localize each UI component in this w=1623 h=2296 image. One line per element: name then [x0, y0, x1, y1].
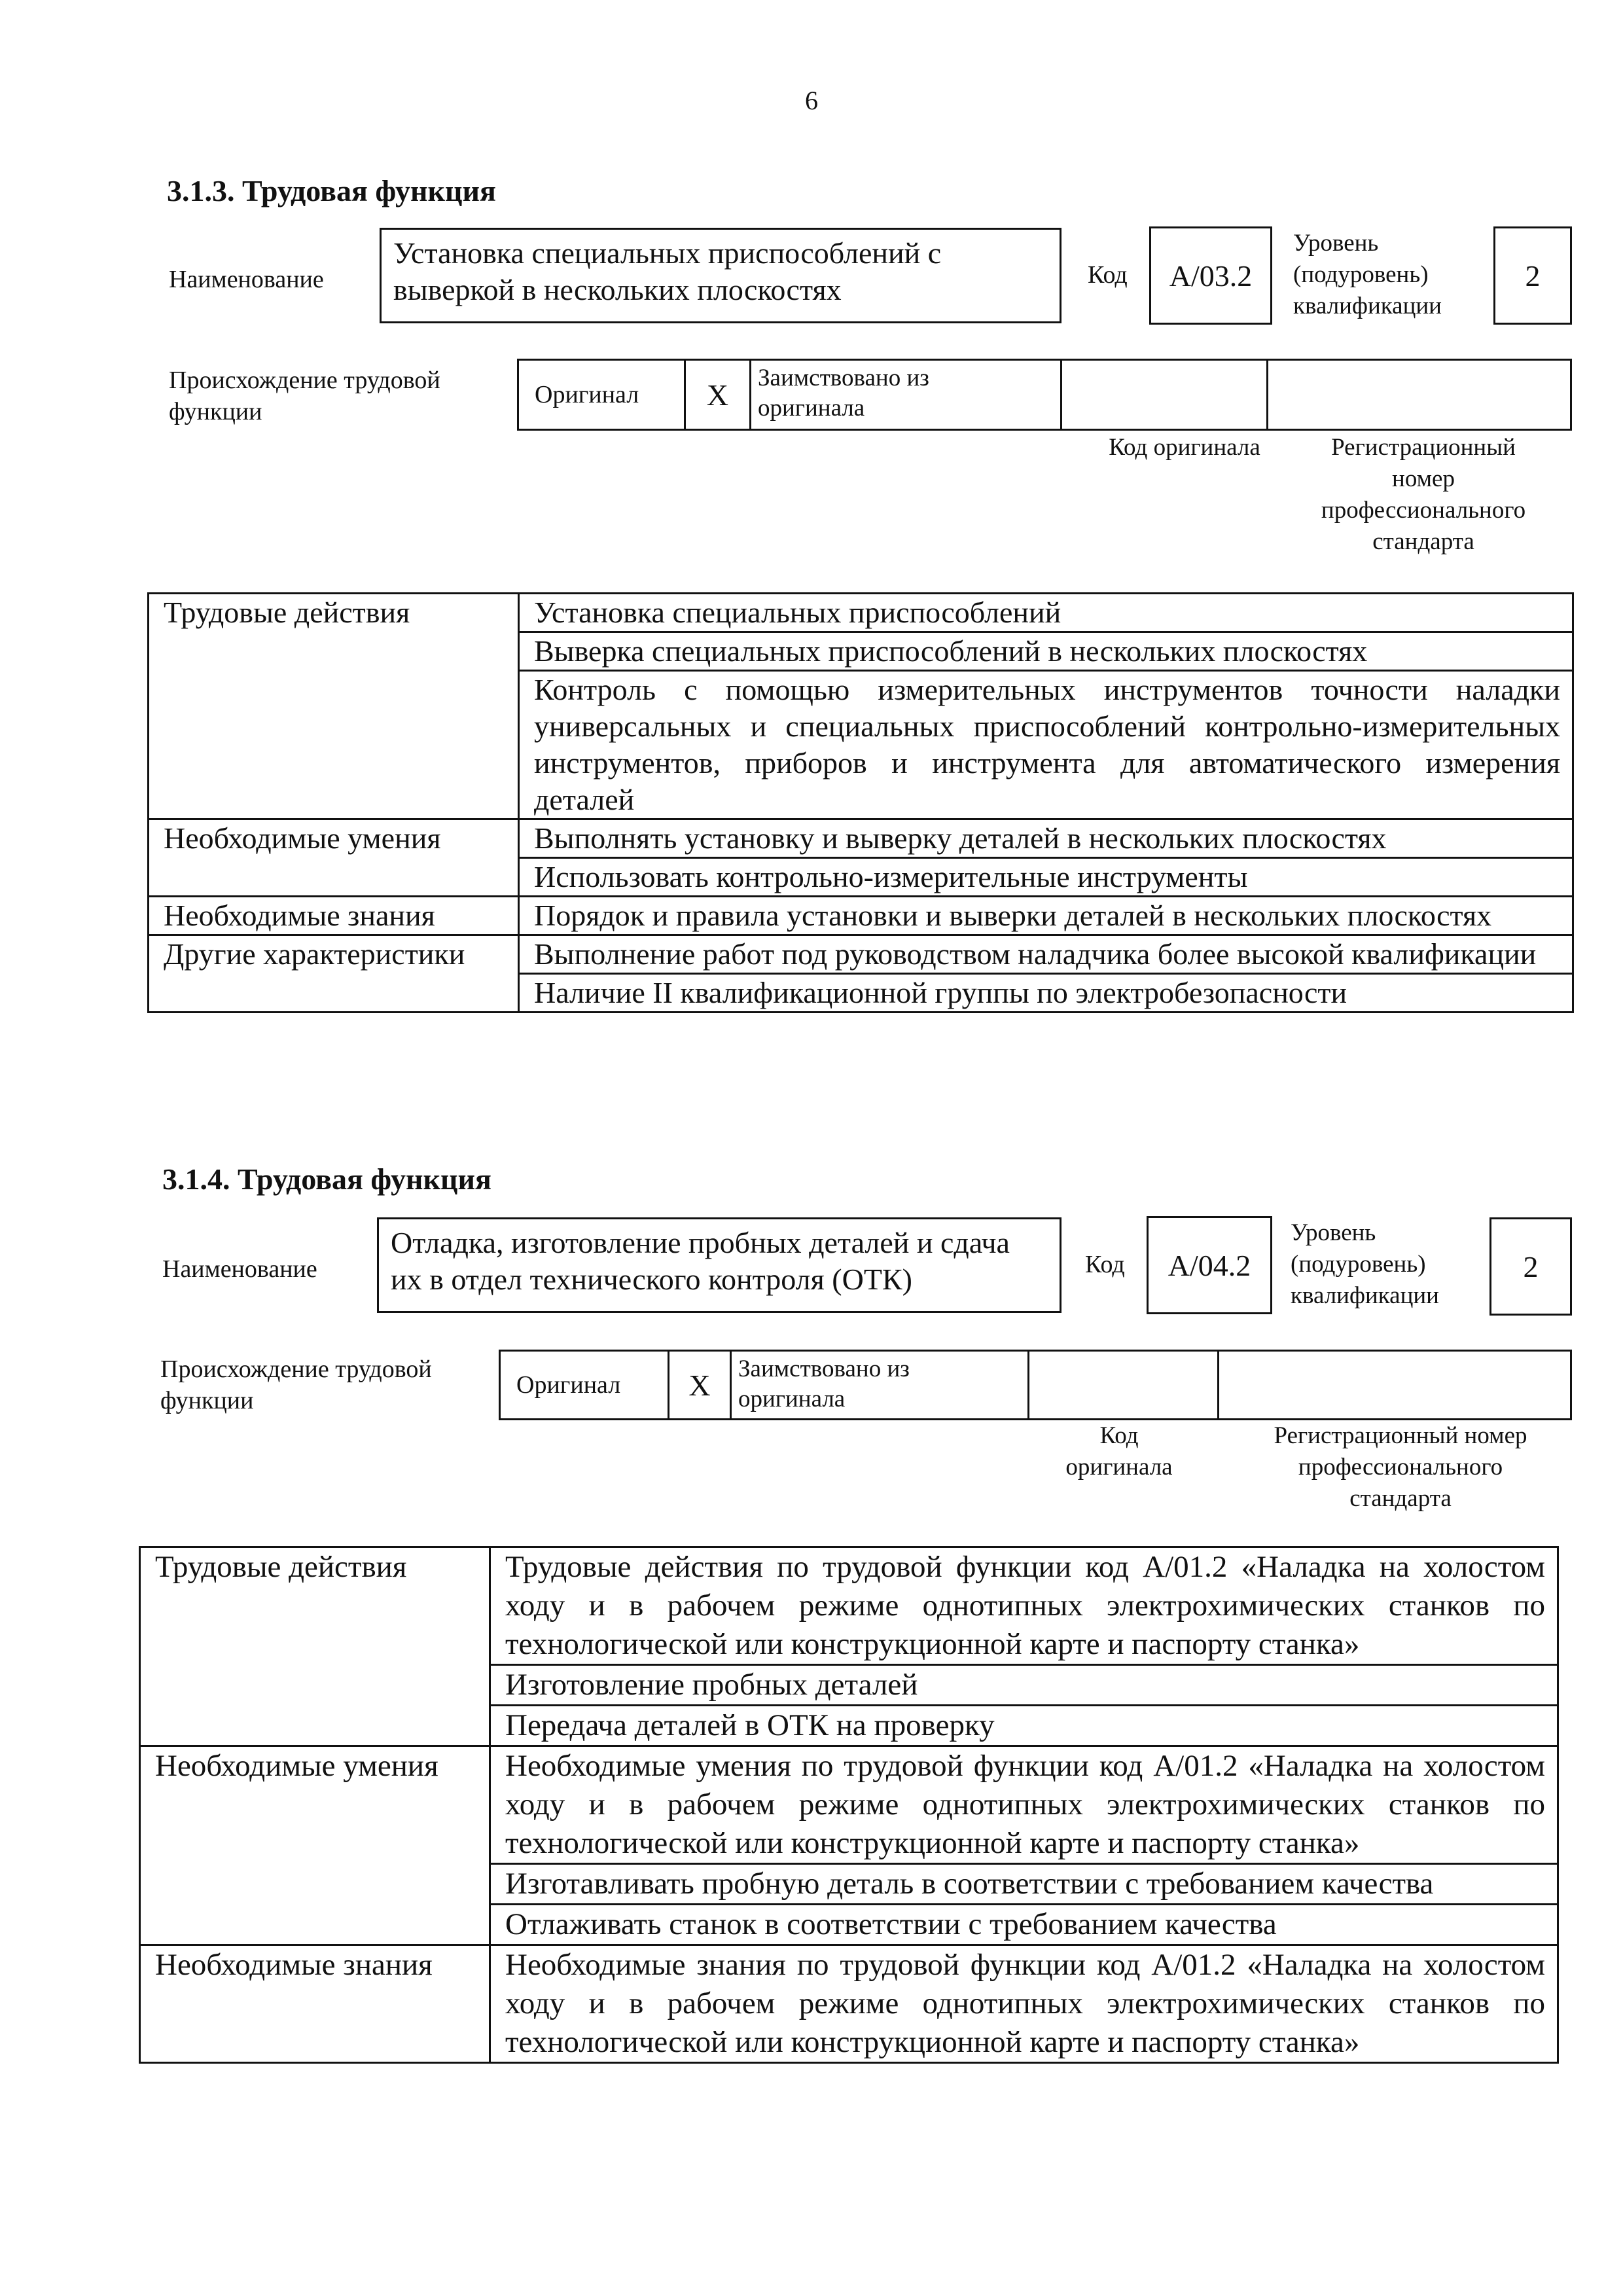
function-details-table-3-1-3 [147, 592, 1574, 1013]
code-label: Код [1088, 261, 1128, 289]
borrowed-cell [732, 1352, 1029, 1418]
code-label: Код [1085, 1251, 1125, 1278]
row-header: Другие характеристики [149, 935, 519, 1013]
name-label: Наименование [162, 1255, 317, 1283]
row-header: Необходимые знания [140, 1945, 490, 2063]
function-code-box [1147, 1216, 1272, 1314]
level-label-line: (подуровень) [1293, 261, 1429, 288]
origin-table [517, 359, 1572, 431]
level-label-line: Уровень [1293, 230, 1379, 257]
borrowed-cell [751, 361, 1062, 429]
row-item: Изготавливать пробную деталь в соответствии с требованием качества [490, 1864, 1558, 1905]
section-title-3-1-3: 3.1.3. Трудовая функция [167, 174, 496, 207]
reg-number-label-line: стандарта [1349, 1485, 1452, 1512]
function-name: Установка специальных приспособлений с выверкой в нескольких плоскостях [393, 236, 942, 306]
origin-label-line: функции [160, 1387, 254, 1414]
table-row [140, 1746, 1558, 1864]
reg-number-label-line: Регистрационный номер [1274, 1422, 1527, 1449]
row-item: Выполнять установку и выверку деталей в нескольких плоскостях [519, 819, 1573, 858]
borrowed-label-line: Заимствовано из [758, 365, 929, 391]
reg-number-cell [1268, 361, 1570, 429]
borrowed-label-line: Заимствовано из [738, 1355, 910, 1382]
function-code: А/04.2 [1168, 1248, 1251, 1282]
reg-number-label-line: профессионального [1298, 1454, 1503, 1480]
table-row [149, 594, 1573, 632]
function-code: А/03.2 [1169, 259, 1253, 293]
origin-code-label [1021, 1420, 1217, 1483]
origin-label-line: Происхождение трудовой [169, 367, 440, 394]
function-name-box [380, 228, 1061, 323]
origin-code-cell [1029, 1352, 1219, 1418]
row-header: Необходимые умения [149, 819, 519, 897]
origin-code-label: Код оригинала [1109, 434, 1260, 461]
origin-label [160, 1354, 432, 1416]
row-item: Порядок и правила установки и выверки деталей в нескольких плоскостях [519, 897, 1573, 935]
reg-number-label-line: номер [1392, 465, 1455, 492]
reg-number-label-line: Регистрационный [1331, 434, 1516, 461]
qualification-level-box [1493, 226, 1572, 325]
original-mark-cell [686, 361, 751, 429]
row-item: Наличие II квалификационной группы по электробезопасности [519, 974, 1573, 1013]
original-mark-cell [669, 1352, 732, 1418]
original-label: Оригинал [535, 381, 639, 408]
level-label-line: Уровень [1291, 1219, 1376, 1246]
origin-label-line: Происхождение трудовой [160, 1355, 432, 1383]
origin-label-line: функции [169, 398, 262, 425]
reg-number-label [1230, 1420, 1571, 1515]
function-name: Отладка, изготовление пробных деталей и сдача их в отдел технического контроля (ОТК) [391, 1226, 1010, 1296]
level-label-line: (подуровень) [1291, 1251, 1426, 1278]
origin-code-label-line: оригинала [1065, 1454, 1173, 1480]
borrowed-label-line: оригинала [738, 1386, 846, 1412]
row-item: Трудовые действия по трудовой функции код А/01.2 «Наладка на холостом ходу и в рабочем режиме однотипных электрохимических станков по технологической или конструкционной карте и паспорту станка» [490, 1547, 1558, 1665]
qualification-level-box [1489, 1217, 1572, 1316]
origin-label [169, 365, 440, 427]
qualification-level: 2 [1523, 1249, 1539, 1283]
origin-code-label-line: Код [1099, 1422, 1139, 1449]
row-item: Контроль с помощью измерительных инструментов точности наладки универсальных и специальных приспособлений контрольно-измерительных инструментов, приборов и инструмента для автоматического измерения деталей [519, 671, 1573, 819]
reg-number-label-line: профессионального [1321, 497, 1526, 524]
row-header: Трудовые действия [140, 1547, 490, 1746]
row-header: Трудовые действия [149, 594, 519, 819]
reg-number-label [1273, 432, 1574, 558]
row-item: Изготовление пробных деталей [490, 1665, 1558, 1706]
borrowed-label-line: оригинала [758, 395, 865, 422]
row-item: Установка специальных приспособлений [519, 594, 1573, 632]
table-row [140, 1547, 1558, 1665]
level-label [1291, 1217, 1439, 1312]
row-item: Передача деталей в ОТК на проверку [490, 1706, 1558, 1746]
function-details-table-3-1-4 [139, 1546, 1559, 2064]
level-label-line: квалификации [1293, 293, 1442, 319]
table-row [149, 819, 1573, 858]
function-name-box [377, 1217, 1061, 1313]
row-item: Необходимые знания по трудовой функции код А/01.2 «Наладка на холостом ходу и в рабочем режиме однотипных электрохимических станков по технологической или конструкционной карте и паспорту станка» [490, 1945, 1558, 2063]
row-item: Выверка специальных приспособлений в нескольких плоскостях [519, 632, 1573, 671]
row-item: Необходимые умения по трудовой функции код А/01.2 «Наладка на холостом ходу и в рабочем режиме однотипных электрохимических станков по технологической или конструкционной карте и паспорту станка» [490, 1746, 1558, 1864]
function-code-box [1149, 226, 1272, 325]
table-row [140, 1945, 1558, 2063]
origin-code-cell [1062, 361, 1268, 429]
level-label-line: квалификации [1291, 1282, 1439, 1309]
qualification-level: 2 [1525, 259, 1541, 293]
reg-number-label-line: стандарта [1372, 528, 1474, 555]
row-item: Выполнение работ под руководством наладчика более высокой квалификации [519, 935, 1573, 974]
level-label [1293, 228, 1442, 322]
table-row [149, 897, 1573, 935]
page-number: 6 [805, 86, 818, 115]
name-label: Наименование [169, 266, 324, 293]
row-header: Необходимые умения [140, 1746, 490, 1945]
origin-table [499, 1350, 1572, 1420]
original-label: Оригинал [516, 1371, 621, 1399]
original-mark: X [688, 1368, 711, 1402]
original-mark: X [706, 378, 729, 412]
original-cell [519, 361, 686, 429]
reg-number-cell [1219, 1352, 1570, 1418]
row-header: Необходимые знания [149, 897, 519, 935]
table-row [149, 935, 1573, 974]
row-item: Использовать контрольно-измерительные инструменты [519, 858, 1573, 897]
original-cell [501, 1352, 669, 1418]
section-title-3-1-4: 3.1.4. Трудовая функция [162, 1162, 491, 1196]
row-item: Отлаживать станок в соответствии с требованием качества [490, 1905, 1558, 1945]
